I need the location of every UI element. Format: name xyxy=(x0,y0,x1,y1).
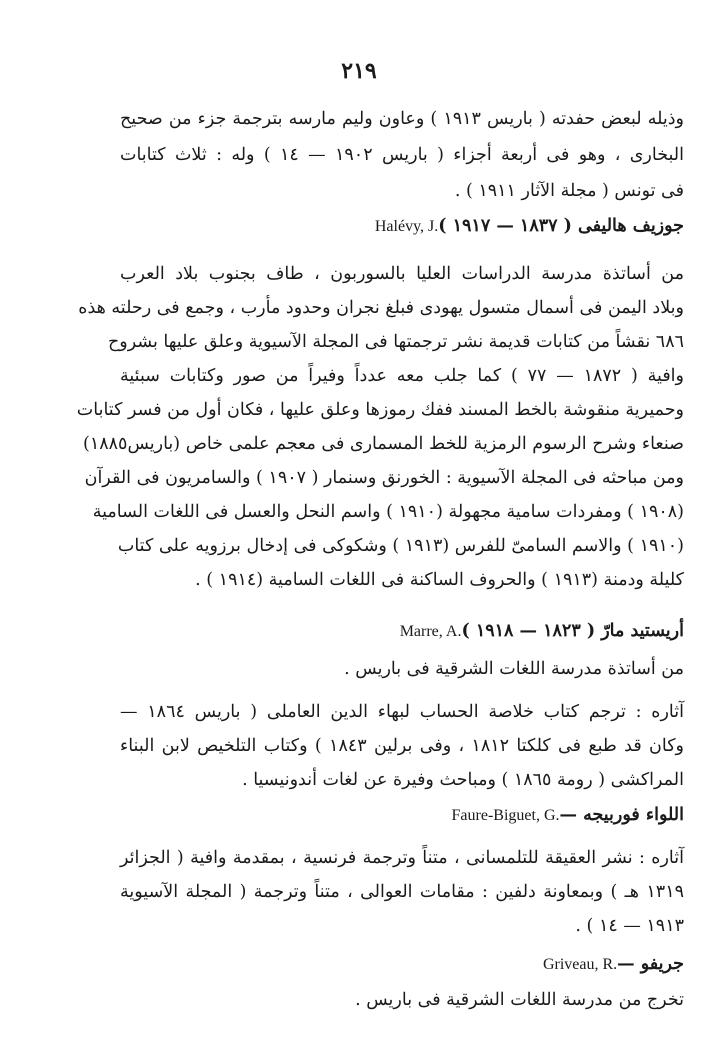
text-line: من أساتذة مدرسة الدراسات العليا بالسوربون ، طاف بجنوب بلاد العرب xyxy=(120,264,684,284)
entry-heading-latin: Faure-Biguet, G. xyxy=(451,807,560,824)
text-line: وحميرية منقوشة بالخط المسند ففك رموزها وعلق عليها ، فكان أول من فسر كتابات xyxy=(76,400,684,420)
text-line: ١٩١٣ — ١٤ ) . xyxy=(575,916,684,936)
text-line: آثاره : ترجم كتاب خلاصة الحساب لبهاء الدين العاملى ( باريس ١٨٦٤ — xyxy=(120,702,684,722)
text-line: ومن مباحثه فى المجلة الآسيوية : الخورنق وسنمار ( ١٩٠٧ ) والسامريون فى القرآن xyxy=(84,468,684,488)
page-number: ٢١٩ xyxy=(341,58,377,84)
entry-heading-halevy xyxy=(365,211,684,241)
entry-heading-arabic: جوزيف هاليفى ( ١٨٣٧ — ١٩١٧ ) xyxy=(438,216,684,236)
text-line: وافية ( ١٨٧٢ — ٧٧ ) كما جلب معه عدداً وفيراً من صور وكتابات سبئية xyxy=(120,366,684,386)
text-line: من أساتذة مدرسة اللغات الشرقية فى باريس . xyxy=(344,659,684,679)
text-line: آثاره : نشر العقيقة للتلمسانى ، متناً وترجمة فرنسية ، بمقدمة وافية ( الجزائر xyxy=(120,848,684,868)
entry-heading-arabic: أريستيد مارّ ( ١٨٢٣ — ١٩١٨ ) xyxy=(461,621,684,641)
text-line: المراكشى ( رومة ١٨٦٥ ) ومباحث وفيرة عن لغات أندونيسيا . xyxy=(242,770,684,790)
entry-heading-faure-biguet xyxy=(442,800,684,830)
text-line: ١٣١٩ هـ ) وبمعاونة دلفين : مقامات العوالى ، متناً وترجمة ( المجلة الآسيوية xyxy=(120,882,684,902)
entry-heading-griveau xyxy=(533,949,684,979)
text-line: البخارى ، وهو فى أربعة أجزاء ( باريس ١٩٠٢ — ١٤ ) وله : ثلاث كتابات xyxy=(120,145,684,165)
entry-heading-latin: Griveau, R. xyxy=(542,956,618,973)
text-line: (١٩١٠ ) والاسم السامىّ للفرس (١٩١٣ ) وشكوكى فى إدخال برزويه على كتاب xyxy=(117,536,684,556)
entry-heading-arabic: جريفو — xyxy=(617,954,684,974)
text-line: وذيله لبعض حفدته ( باريس ١٩١٣ ) وعاون وليم مارسه بترجمة جزء من صحيح xyxy=(120,109,684,129)
text-line: وكان قد طبع فى كلكتا ١٨١٢ ، وفى برلين ١٨٤٣ ) وكتاب التلخيص لابن البناء xyxy=(120,736,684,756)
entry-heading-arabic: اللواء فوربيجه — xyxy=(559,805,684,825)
entry-heading-latin: Halévy, J. xyxy=(374,218,439,235)
entry-heading-marre xyxy=(390,616,684,646)
entry-heading-latin: Marre, A. xyxy=(399,623,462,640)
text-line: تخرج من مدرسة اللغات الشرقية فى باريس . xyxy=(355,990,684,1010)
text-line: (١٩٠٨ ) ومفردات سامية مجهولة (١٩١٠ ) واسم النحل والعسل فى اللغات السامية xyxy=(92,502,684,522)
text-line: صنعاء وشرح الرسوم الرمزية للخط المسمارى فى معجم علمى خاص (باريس١٨٨٥) xyxy=(83,434,684,454)
text-line: وبلاد اليمن فى أسمال متسول يهودى فبلغ نجران وحدود مأرب ، وجمع فى رحلته هذه xyxy=(78,298,684,318)
text-line: كليلة ودمنة (١٩١٣ ) والحروف الساكنة فى اللغات السامية (١٩١٤ ) . xyxy=(195,570,684,590)
text-line: ٦٨٦ نقشاً من كتابات قديمة نشر ترجمتها فى المجلة الآسيوية وعلق عليها بشروح xyxy=(107,332,684,352)
text-line: فى تونس ( مجلة الآثار ١٩١١ ) . xyxy=(454,181,684,201)
